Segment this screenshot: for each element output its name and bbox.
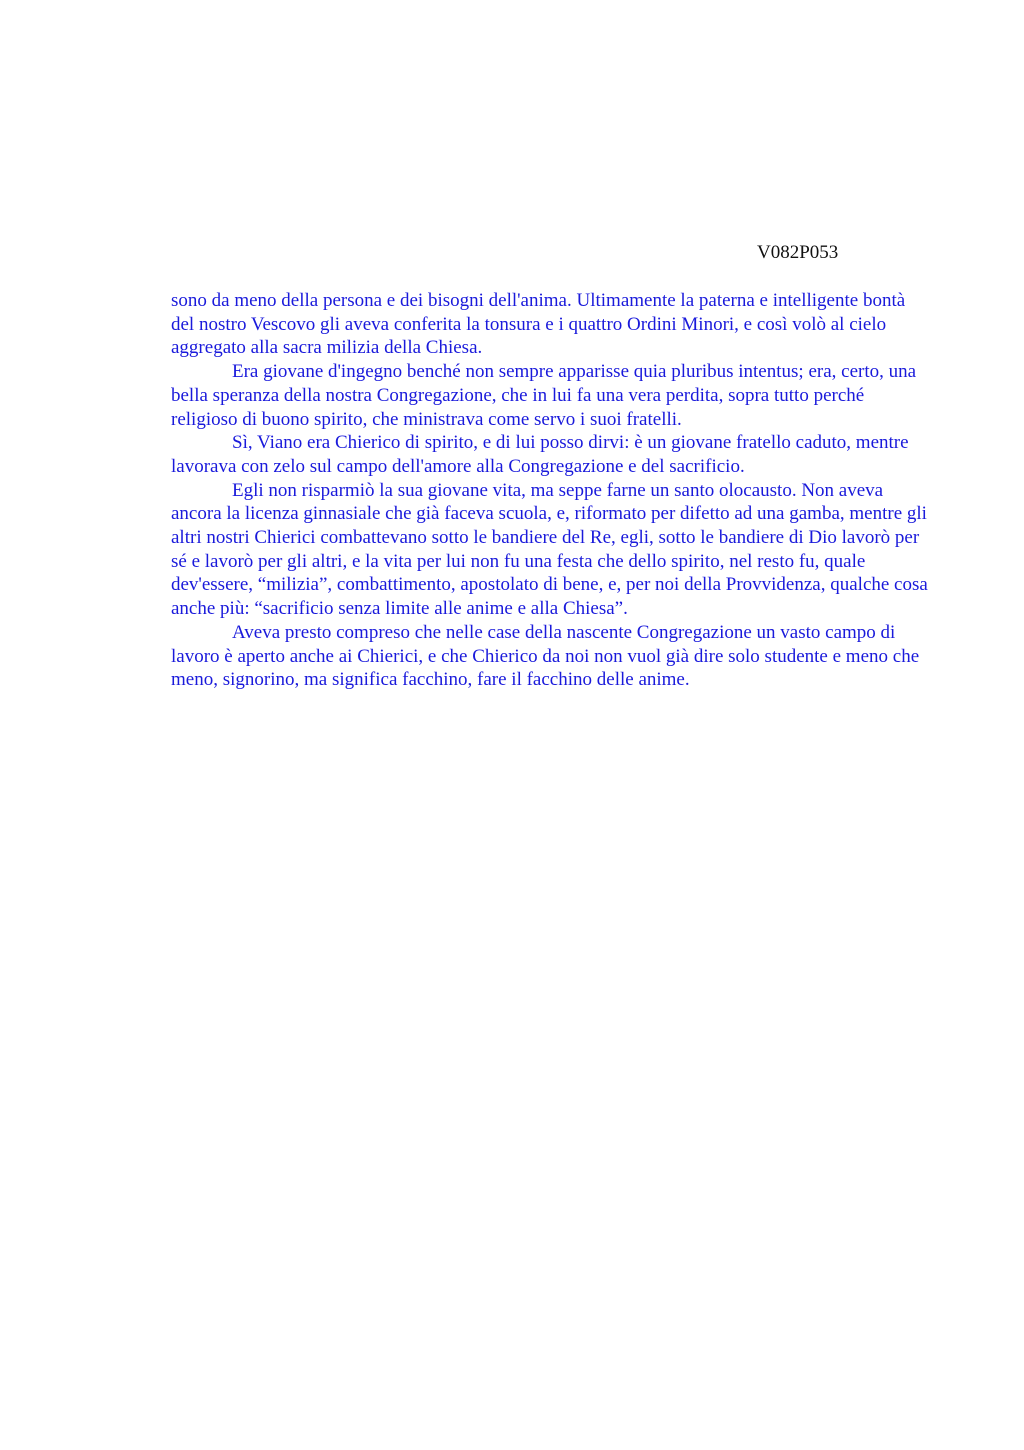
- body-text: [171, 289, 931, 692]
- page-code: V082P053: [757, 242, 839, 263]
- paragraph-4: Egli non risparmiò la sua giovane vita, ma seppe farne un santo olocausto. Non aveva ancora la licenza ginnasiale che già faceva scuola, e, riformato per difetto ad una gamba, mentre gli altri nostri Chierici combattevano sotto le bandiere del Re, egli, sotto le bandiere di Dio lavorò per sé e lavorò per gli altri, e la vita per lui non fu una festa che dello spirito, nel resto fu, quale dev'essere, “milizia”, combattimento, apostolato di bene, e, per noi della Provvidenza, qualche cosa anche più: “sacrificio senza limite alle anime e alla Chiesa”.: [171, 479, 928, 620]
- paragraph-5: Aveva presto compreso che nelle case della nascente Congregazione un vasto campo di lavoro è aperto anche ai Chierici, e che Chierico da noi non vuol già dire solo studente e meno che meno, signorino, ma significa facchino, fare il facchino delle anime.: [171, 621, 920, 691]
- paragraph-2: Era giovane d'ingegno benché non sempre apparisse quia pluribus intentus; era, certo, una bella speranza della nostra Congregazione, che in lui fa una vera perdita, sopra tutto perché religioso di buono spirito, che ministrava come servo i suoi fratelli.: [171, 361, 917, 430]
- paragraph-1: sono da meno della persona e dei bisogni dell'anima. Ultimamente la paterna e intelligente bontà del nostro Vescovo gli aveva conferita la tonsura e i quattro Ordini Minori, e così volò al cielo aggregato alla sacra milizia della Chiesa.: [171, 290, 906, 359]
- paragraph-3: Sì, Viano era Chierico di spirito, e di lui posso dirvi: è un giovane fratello caduto, mentre lavorava con zelo sul campo dell'amore alla Congregazione e del sacrificio.: [171, 432, 909, 477]
